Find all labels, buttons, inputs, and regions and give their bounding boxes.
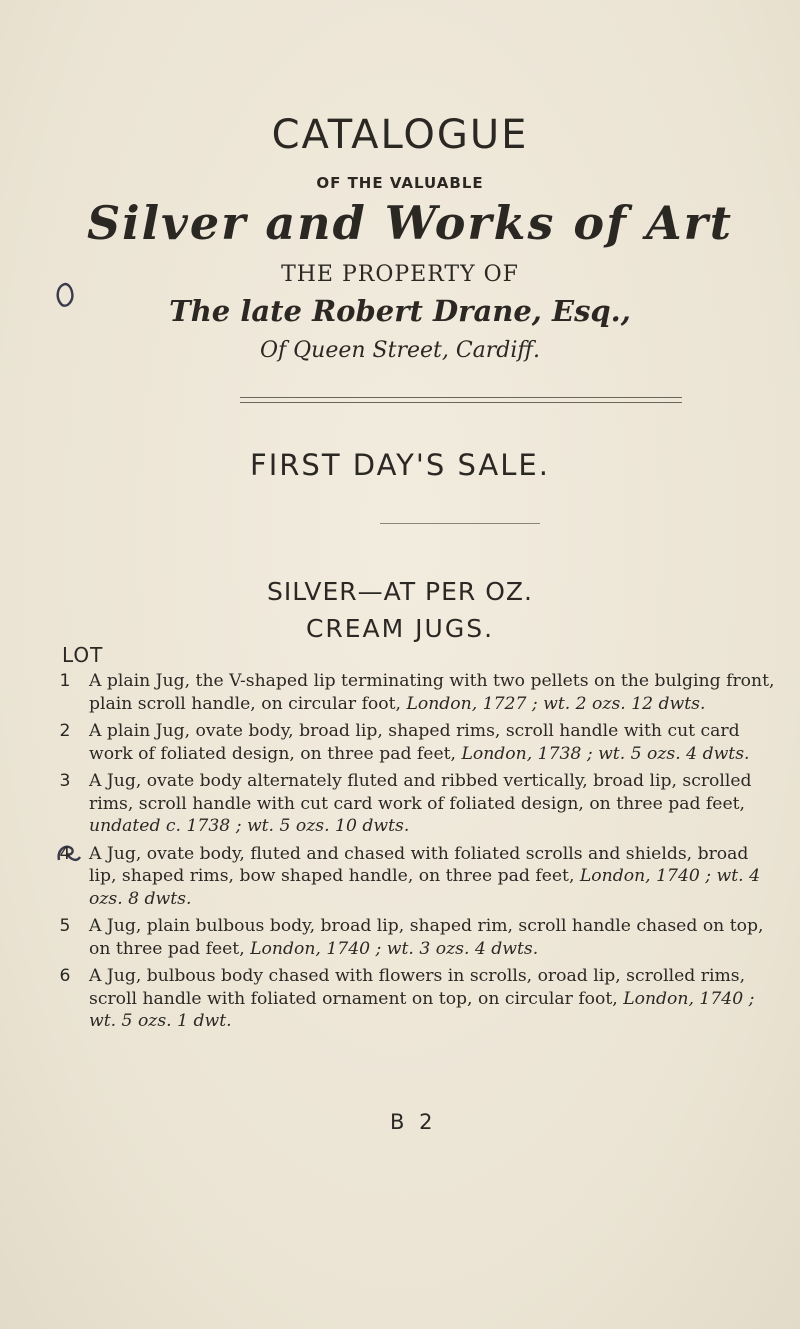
lot-hallmark: undated c. 1738 ; wt. 5 ozs. 10 dwts. [89,816,410,836]
owner-name: The late Robert Drane, Esq., [169,294,631,328]
lot-item [55,965,780,1033]
sale-day-heading: FIRST DAY'S SALE. [250,448,550,482]
lot-description: A Jug, plain bulbous body, broad lip, shaped rim, scroll handle chased on top, on three pad feet, London, 1740 ; wt. 3 ozs. 4 dwts. [89,916,764,959]
lot-description: A plain Jug, the V-shaped lip terminating with two pellets on the bulging front, plain scroll handle, on circular foot, London, 1727 ; wt. 2 ozs. 12 dwts. [89,671,775,714]
lot-number: 1 [59,671,71,691]
lot-number: 6 [59,966,71,986]
lot-description: A Jug, bulbous body chased with flowers in scrolls, oroad lip, scrolled rims, scroll handle with foliated ornament on top, on circular foot, London, 1740 ; wt. 5 ozs. 1 dwt. [89,966,755,1031]
lot-item [55,770,780,838]
lot-list [55,670,780,1038]
lot-number: 4 [59,843,71,864]
lot-number: 3 [59,771,71,791]
title-silver-works-of-art: Silver and Works of Art [86,196,734,250]
lot-item [55,670,780,715]
section-heading: SILVER—AT PER OZ. [266,577,533,606]
lot-description: A plain Jug, ovate body, broad lip, shaped rims, scroll handle with cut card work of foliated design, on three pad feet, London, 1738 ; wt. 5 ozs. 4 dwts. [89,721,750,764]
lot-hallmark: London, 1738 ; wt. 5 ozs. 4 dwts. [461,743,750,764]
lot-column-header: LOT [62,643,104,667]
lot-number: 2 [59,721,71,741]
lot-number: 5 [59,916,71,936]
lot-hallmark: London, 1740 ; wt. 3 ozs. 4 dwts. [250,938,539,959]
page-signature: B 2 [390,1110,437,1134]
lot-item [55,843,780,911]
owner-address: Of Queen Street, Cardiff. [259,338,541,363]
catalogue-heading: CATALOGUE [271,112,529,158]
lot-hallmark: London, 1740 ; wt. 5 ozs. 1 dwt. [89,988,755,1031]
lot-hallmark: London, 1727 ; wt. 2 ozs. 12 dwts. [406,693,706,714]
lot-description: A Jug, ovate body alternately fluted and ribbed vertically, broad lip, scrolled rims, scroll handle with cut card work of foliated design, on three pad feet, undated c. 1738 ; wt. 5 ozs. 10 dwts. [89,771,752,836]
short-rule-divider [380,523,540,524]
lot-description: A Jug, ovate body, fluted and chased with foliated scrolls and shields, broad lip, shaped rims, bow shaped handle, on three pad feet, London, 1740 ; wt. 4 ozs. 8 dwts. [89,843,761,909]
lot-item [55,720,780,765]
subsection-heading: CREAM JUGS. [305,614,495,643]
lot-item [55,915,780,960]
of-the-valuable-line: OF THE VALUABLE [316,174,484,192]
lot-hallmark: London, 1740 ; wt. 4 ozs. 8 dwts. [89,866,761,909]
double-rule-divider [240,397,682,403]
property-of-line: THE PROPERTY OF [281,262,519,287]
